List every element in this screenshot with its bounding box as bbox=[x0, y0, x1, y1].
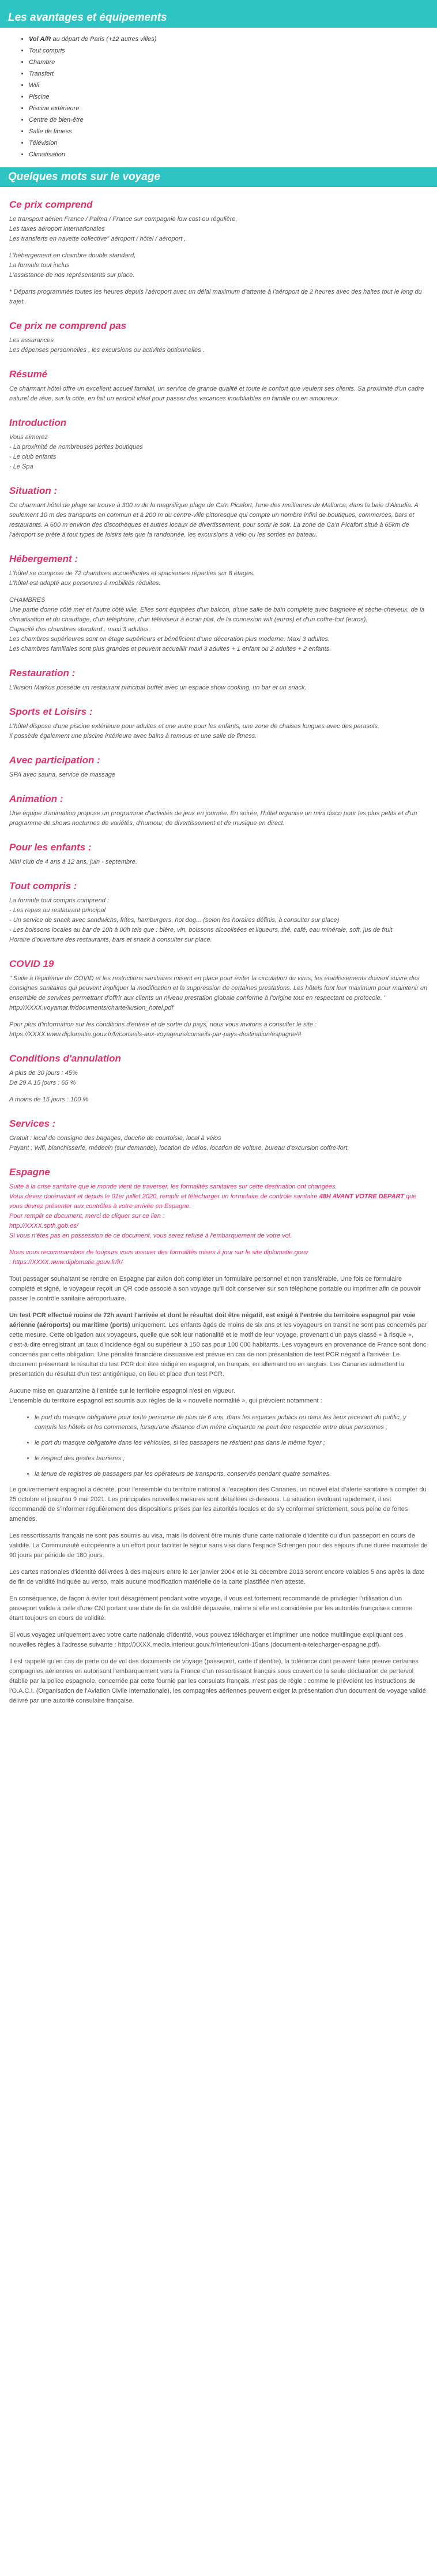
hebergement-text-2: CHAMBRES Une partie donne côté mer et l'autre côté ville. Elles sont équipées d'un balcon, d'une salle de bain complète avec baignoire et sèche-cheveux, de la climatisation et du chauffage, d'un téléphone, d'un téléviseur à écran plat, de la connexion wifi (euros) et d'un coffre-fort (euros). Capacité des chambres standard : maxi 3 adultes. Les chambres supérieures sont en étage supérieurs et bénéficient d'une décoration plus moderne. Maxi 3 adultes. Les chambres familiales sont plus grandes et peuvent accueillir maxi 3 adultes + 1 enfant ou 2 adultes + 2 enfants. bbox=[9, 597, 425, 653]
espagne-text-2-rest: uniquement. Les enfants âgés de moins de six ans et les voyageurs en transit ne sont pas concernés par cette mesure. Cette obligation aux voyageurs, quelle que soit leur nationalité et le motif de leur voyage, provenant d'un pays classé « à risque », c'est-à-dire enregistrant un taux d'incidence égal ou supérieur à 150 cas pour 100 000 habitants. Les voyageurs en provenance de France sont donc concernés par cette obligation. Une pénalité financière dissuasive est prévue en cas de non présentation de test PCR négatif à l'arrivée. Le document présentant le résultat du test PCR doit être rédigé en espagnol, en français, en allemand ou en anglais. Les Canaries admettent la présentation du résultat d'un test antigénique, en lieu et place d'un test PCR. bbox=[9, 1322, 427, 1378]
tout-compris-text: La formule tout compris comprend : - Les repas au restaurant principal - Un service de snack avec sandwichs, frites, hamburgers, hot dog... (selon les horaires définis, à consulter sur place) - Les boissons locales au bar de 10h à 00h tels que : bière, vin, boissons alcoolisées et liqueurs, thé, café, eau minérale, soft, jus de fruit Horaire d'ouverture des restaurants, bars et snack à consulter sur place. bbox=[9, 897, 393, 943]
espagne-alert bbox=[9, 1182, 428, 1241]
espagne-text-7: En conséquence, de façon à éviter tout désagrément pendant votre voyage, il vous est fortement recommandé de privilégier l'utilisation d'un passeport valide à celle d'une CNI portant une date de fin de validité dépassée, même si elle est considérée par les autorités françaises comme étant toujours en cours de validité. bbox=[9, 1595, 413, 1622]
advantage-item-bold: Vol A/R bbox=[29, 36, 51, 43]
advantage-item-label: Chambre bbox=[29, 59, 55, 66]
participation-text: SPA avec sauna, service de massage bbox=[9, 771, 116, 778]
advantage-item bbox=[29, 91, 428, 103]
espagne-rule-item: • le port du masque obligatoire pour toute personne de plus de 6 ans, dans les espaces publics ou dans les lieux recevant du public, y compris les hôtels et les commerces, lorsqu'une distance d'un mètre cinquante ne peut être respectée entre deux personnes ; bbox=[35, 1413, 428, 1433]
espagne-text-2-bold: Un test PCR effectué moins de 72h avant l'arrivée et dont le résultat doit être négatif, est exigé à l'entrée du territoire espagnol par voie aérienne (aéroports) ou maritime (ports) bbox=[9, 1312, 416, 1329]
espagne-alert-bold: 48H AVANT VOTRE DEPART bbox=[319, 1193, 404, 1200]
annulation-text-2: A moins de 15 jours : 100 % bbox=[9, 1096, 89, 1103]
advantages-list bbox=[9, 33, 428, 160]
prix-comprend-text-1: Le transport aérien France / Palma / France sur compagnie low cost ou régulière, Les taxes aéroport internationales Les transferts en navette collective" aéroport / hôtel / aéroport , bbox=[9, 216, 238, 242]
sports-text: L'hôtel dispose d'une piscine extérieure pour adultes et une autre pour les enfants, une zone de chaises longues avec des parasols. Il possède également une piscine intérieure avec bains à remous et une salle de fitness. bbox=[9, 723, 380, 740]
hebergement-heading: Hébergement : bbox=[9, 553, 78, 564]
enfants-text: Mini club de 4 ans à 12 ans, juin - septembre. bbox=[9, 858, 137, 865]
voyage-title: Quelques mots sur le voyage bbox=[0, 167, 437, 187]
espagne-heading: Espagne bbox=[9, 1167, 50, 1178]
prix-comprend-text-3: * Départs programmés toutes les heures depuis l'aéroport avec un délai maximum d'attente à l'aéroport de 2 heures avec des haltes tout le long du trajet. bbox=[9, 288, 422, 305]
advantage-item bbox=[29, 68, 428, 80]
espagne-rules-list bbox=[9, 1413, 428, 1479]
espagne-recommendation: Nous vous recommandons de toujours vous assurer des formalités mises à jour sur le site diplomatie.gouv : https://XXXX.www.diplomatie.gouv.fr/fr/ bbox=[9, 1249, 308, 1266]
resume-text: Ce charmant hôtel offre un excellent accueil familial, un service de grande qualité et toute le confort que veulent ses clients. Sa proximité d'un cadre naturel de rêve, sur la côte, en fait un endroit idéal pour passer des vacances inoubliables en famille ou en amoureux. bbox=[9, 385, 424, 402]
espagne-text-9: Il est rappelé qu'en cas de perte ou de vol des documents de voyage (passeport, carte d'identité), la tolérance dont peuvent faire preuve certaines compagnies aériennes en autorisant l'embarquement vers la France d'un ressortissant français sous couvert de la seule déclaration de perte/vol établie par la police espagnole, concernée par cette fournie par les consulats français, n'est pas de règle : comme le prévoient les instructions de l'O.A.C.I. (Organisation de l'Aviation Civile Internationale), les compagnies aériennes peuvent exiger la présentation d'un document de voyage validé délivré par une autorité consulaire française. bbox=[9, 1658, 426, 1704]
advantage-item-label: Piscine extérieure bbox=[29, 105, 80, 112]
advantages-content bbox=[0, 28, 437, 160]
espagne-text-8: Si vous voyagez uniquement avec votre carte nationale d'identité, vous pouvez télécharger et imprimer une notice multilingue expliquant ces nouvelles règles à l'adresse suivante : http://XXXX.media.interieur.gouv.fr/interieur/cni-15ans (document-a-telecharger-espagne.pdf). bbox=[9, 1632, 404, 1648]
advantage-item-label: au départ de Paris (+12 autres villes) bbox=[51, 36, 157, 43]
prix-comprend-text-2: L'hébergement en chambre double standard, La formule tout inclus L'assistance de nos représentants sur place. bbox=[9, 252, 136, 279]
advantage-item-label: Salle de fitness bbox=[29, 128, 72, 135]
advantage-item bbox=[29, 114, 428, 126]
advantage-item-label: Télévision bbox=[29, 140, 58, 147]
advantage-item bbox=[29, 149, 428, 160]
advantage-item bbox=[29, 103, 428, 114]
introduction-heading: Introduction bbox=[9, 417, 67, 428]
espagne-alert-pre: Suite à la crise sanitaire que le monde vient de traverser, les formalités sanitaires sur cette destination ont changées. Vous devez dorénavant et depuis le 01er juillet 2020, remplir et télécharger un formulaire de contrôle sanitaire bbox=[9, 1183, 337, 1200]
advantage-item-label: Tout compris bbox=[29, 47, 65, 54]
prix-ne-comprend-heading: Ce prix ne comprend pas bbox=[9, 320, 127, 331]
advantage-item bbox=[29, 137, 428, 149]
advantage-item bbox=[29, 80, 428, 91]
advantages-title: Les avantages et équipements bbox=[0, 0, 437, 28]
animation-text: Une équipe d'animation propose un programme d'activités de jeux en journée. En soirée, l'hôtel organise un mini disco pour les plus petits et d'un programme de shows nocturnes de variétés, d'humour, de divertissement et de musique en direct. bbox=[9, 810, 417, 827]
restauration-text: L'Ilusion Markus possède un restaurant principal buffet avec un espace show cooking, un bar et un snack. bbox=[9, 684, 307, 691]
services-heading: Services : bbox=[9, 1118, 56, 1129]
prix-comprend-heading: Ce prix comprend bbox=[9, 199, 93, 210]
espagne-text-3: Aucune mise en quarantaine à l'entrée sur le territoire espagnol n'est en vigueur. L'ensemble du territoire espagnol est soumis aux règles de la « nouvelle normalité », qui prévoient notamment : bbox=[9, 1388, 322, 1404]
espagne-rule-item: • le port du masque obligatoire dans les véhicules, si les passagers ne résident pas dans le même foyer ; bbox=[35, 1438, 428, 1448]
espagne-alert-post: que vous devrez présenter aux contrôles à votre arrivée en Espagne. Pour remplir ce document, merci de cliquer sur ce lien : http://XXXX.spth.gob.es/ Si vous n'êtes pas en possession de ce document, vous serez refusé à l'embarquement de votre vol. bbox=[9, 1193, 417, 1239]
introduction-text: Vous aimerez - La proximité de nombreuses petites boutiques - Le club enfants - Le Spa bbox=[9, 434, 143, 470]
advantage-item-label: Climatisation bbox=[29, 151, 65, 158]
espagne-text-4: Le gouvernement espagnol a décrété, pour l'ensemble du territoire national à l'exception des Canaries, un nouvel état d'alerte sanitaire à compter du 25 octobre et jusqu'au 9 mai 2021. Les principales nouvelles mesures sont détaillées ci-dessous. La situation évoluant rapidement, il est recommandé de s'informer régulièrement des dispositions prises par les autorités locales et de s'y conformer strictement, sous peine de fortes amendes. bbox=[9, 1486, 427, 1523]
advantage-item-label: Piscine bbox=[29, 93, 50, 100]
resume-heading: Résumé bbox=[9, 369, 48, 380]
prix-ne-comprend-text: Les assurances Les dépenses personnelles , les excursions ou activités optionnelles . bbox=[9, 337, 205, 354]
espagne-rule-item: • le respect des gestes barrières ; bbox=[35, 1454, 428, 1464]
espagne-text-6: Les cartes nationales d'identité délivrées à des majeurs entre le 1er janvier 2004 et le 31 décembre 2013 seront encore valables 5 ans après la date de fin de validité indiquée au verso, mais aucune modification matérielle de la carte plastifiée n'en atteste. bbox=[9, 1569, 425, 1585]
covid-text-1: " Suite à l'épidémie de COVID et les restrictions sanitaires misent en place pour éviter la circulation du virus, les établissements doivent suivre des consignes sanitaires qui peuvent impliquer la modification et la suppression de certaines prestations. Les hôtels font leur maximum pour maintenir un ensemble de services permettant d'offrir aux clients un niveau prestation globale conforme à l'origine tout en respectant ce protocole. " http://XXXX.voyamar.fr/documents/charte/ilusion_hotel.pdf bbox=[9, 975, 428, 1011]
hebergement-text-1: L'hôtel se compose de 72 chambres accueillantes et spacieuses réparties sur 8 étages. L'hôtel est adapté aux personnes à mobilités réduites. bbox=[9, 570, 255, 587]
restauration-heading: Restauration : bbox=[9, 668, 76, 678]
services-text: Gratuit : local de consigne des bagages, douche de courtoisie, local à vélos Payant : Wifi, blanchisserie, médecin (sur demande), location de vélos, location de voiture, bureau d'excursion coffre-fort. bbox=[9, 1135, 349, 1152]
espagne-text-2 bbox=[9, 1311, 428, 1379]
advantage-item bbox=[29, 45, 428, 57]
covid-heading: COVID 19 bbox=[9, 958, 54, 969]
advantage-item-label: Centre de bien-être bbox=[29, 117, 84, 123]
advantage-item bbox=[29, 126, 428, 137]
situation-heading: Situation : bbox=[9, 485, 58, 496]
annulation-text-1: A plus de 30 jours : 45% De 29 A 15 jours : 65 % bbox=[9, 1070, 78, 1086]
tout-compris-heading: Tout compris : bbox=[9, 880, 77, 891]
covid-text-2: Pour plus d'information sur les conditions d'entrée et de sortie du pays, nous vous invitons à consulter le site : https://XXXX.www.diplomatie.gouv.fr/fr/conseils-aux-voyageurs/conseils-par-pays-destination/espagne/# bbox=[9, 1021, 317, 1038]
participation-heading: Avec participation : bbox=[9, 755, 100, 766]
espagne-text-5: Les ressortissants français ne sont pas soumis au visa, mais ils doivent être munis d'une carte nationale d'identité ou d'un passeport en cours de validité. La Communauté européenne a un effort pour faciliter le séjour sans visa dans l'espace Schengen pour des séjours d'une durée maximale de 90 jours par période de 180 jours. bbox=[9, 1532, 428, 1559]
espagne-text-1: Tout passager souhaitant se rendre en Espagne par avion doit compléter un formulaire personnel et non transférable. Une fois ce formulaire complété et signé, le voyageur reçoit un QR code associé à son voyage qu'il doit conserver sur son téléphone portable ou imprimer afin de pouvoir passer le contrôle sanitaire aéroportuaire. bbox=[9, 1276, 421, 1302]
animation-heading: Animation : bbox=[9, 793, 63, 804]
situation-text: Ce charmant hôtel de plage se trouve à 300 m de la magnifique plage de Ca'n Picafort, l'une des meilleures de Mallorca, dans la baie d'Alcudia. A seulement 10 m des transports en commun et à 200 m du centre-ville pittoresque qui compte un nombre infini de boutiques, commerces, bars et restaurants. A 600 m environ des discothèques et autres locaux de divertissement, pour sortir le soir. La zone de Ca'n Picafort situé à 65km de l'aéroport se prête à tout types de loisirs tels que la randonnée, les excursions à vélo ou les sorties en bateau. bbox=[9, 502, 419, 538]
sports-heading: Sports et Loisirs : bbox=[9, 706, 93, 717]
advantage-item bbox=[29, 33, 428, 45]
advantage-item bbox=[29, 57, 428, 68]
enfants-heading: Pour les enfants : bbox=[9, 842, 92, 853]
espagne-rule-item: • la tenue de registres de passagers par les opérateurs de transports, conservés pendant quatre semaines. bbox=[35, 1469, 428, 1479]
advantage-item-label: Wifi bbox=[29, 82, 40, 89]
annulation-heading: Conditions d'annulation bbox=[9, 1053, 121, 1064]
voyage-content bbox=[0, 187, 437, 1706]
advantage-item-label: Transfert bbox=[29, 70, 54, 77]
